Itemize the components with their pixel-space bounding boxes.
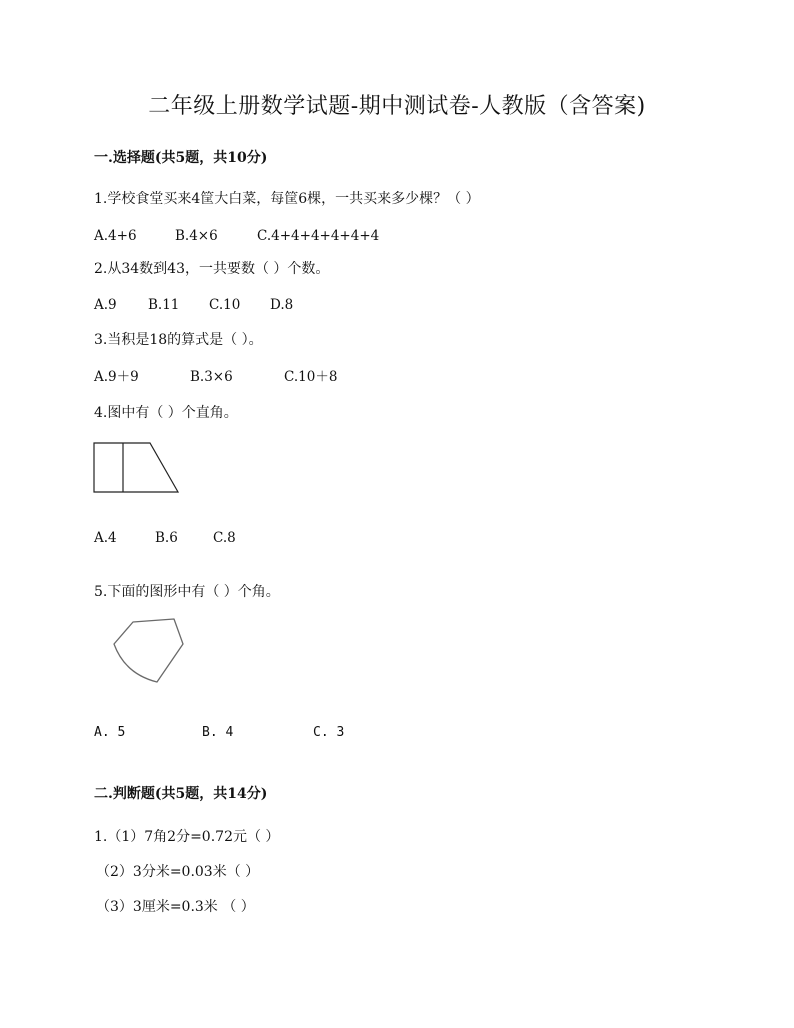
angle-shape-figure bbox=[108, 614, 188, 686]
question-5-text: 5.下面的图形中有（ ）个角。 bbox=[94, 584, 280, 600]
section-heading-multiple-choice: 一.选择题(共5题，共10分) bbox=[94, 150, 268, 166]
question-1-option-b[interactable]: B.4×6 bbox=[175, 228, 218, 244]
question-4-option-a[interactable]: A.4 bbox=[94, 530, 117, 546]
question-4-option-b[interactable]: B.6 bbox=[155, 530, 178, 546]
question-4-text: 4.图中有（ ）个直角。 bbox=[94, 405, 238, 421]
right-angle-figure bbox=[90, 440, 184, 496]
question-1-option-c[interactable]: C.4+4+4+4+4+4 bbox=[257, 228, 380, 244]
judgment-item-2: （2）3分米=0.03米（ ） bbox=[96, 864, 260, 880]
question-2-option-d[interactable]: D.8 bbox=[270, 297, 294, 313]
question-4-option-c[interactable]: C.8 bbox=[213, 530, 236, 546]
question-3-option-a[interactable]: A.9＋9 bbox=[94, 369, 139, 385]
question-2-option-b[interactable]: B.11 bbox=[148, 297, 180, 313]
question-3-option-b[interactable]: B.3×6 bbox=[190, 369, 233, 385]
judgment-item-1: 1.（1）7角2分=0.72元（ ） bbox=[94, 829, 280, 845]
question-5-option-a[interactable]: A. 5 bbox=[94, 725, 126, 740]
question-1-text: 1.学校食堂买来4筐大白菜，每筐6棵，一共买来多少棵？（ ） bbox=[94, 191, 480, 207]
judgment-item-3: （3）3厘米=0.3米 （ ） bbox=[96, 899, 255, 915]
page-title: 二年级上册数学试题-期中测试卷-人教版（含答案) bbox=[148, 94, 646, 119]
question-3-option-c[interactable]: C.10＋8 bbox=[284, 369, 338, 385]
section-heading-true-false: 二.判断题(共5题，共14分) bbox=[94, 786, 268, 802]
question-3-text: 3.当积是18的算式是（ ）。 bbox=[94, 332, 263, 348]
question-2-text: 2.从34数到43，一共要数（ ）个数。 bbox=[94, 261, 330, 277]
question-5-option-c[interactable]: C. 3 bbox=[313, 725, 345, 740]
question-1-option-a[interactable]: A.4+6 bbox=[94, 228, 137, 244]
question-2-option-a[interactable]: A.9 bbox=[94, 297, 117, 313]
question-5-option-b[interactable]: B. 4 bbox=[202, 725, 234, 740]
question-2-option-c[interactable]: C.10 bbox=[209, 297, 241, 313]
